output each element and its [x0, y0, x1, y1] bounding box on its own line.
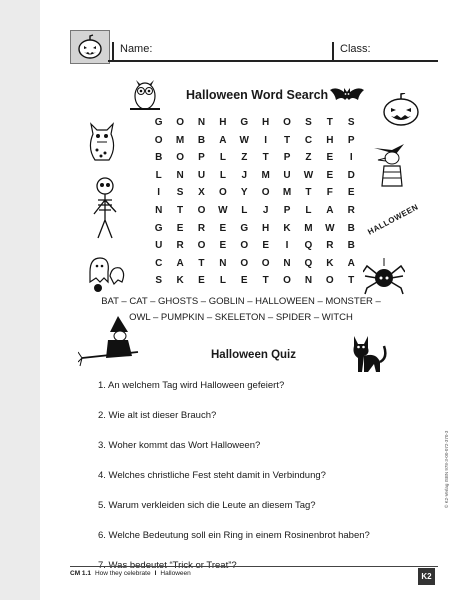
grid-row [148, 167, 362, 185]
k2-logo: K2 [418, 568, 435, 585]
grid-letter: E [176, 222, 184, 234]
halloween-sign-text: HALLOWEEN [366, 202, 420, 237]
grid-letter: J [262, 204, 269, 216]
grid-letter: N [304, 275, 313, 287]
quiz-question-1: 1. An welchem Tag wird Halloween gefeiert? [98, 380, 285, 391]
grid-letter: L [219, 152, 226, 164]
grid-letter: L [219, 275, 226, 287]
grid-row [148, 114, 362, 132]
grid-letter: S [305, 117, 312, 128]
grid-letter: O [176, 117, 184, 128]
grid-letter: O [261, 257, 270, 269]
grid-letter: Y [240, 187, 248, 199]
grid-letter: Q [304, 240, 313, 252]
grid-letter: P [283, 204, 291, 216]
grid-row [148, 272, 362, 290]
worksheet-header [70, 30, 438, 64]
grid-letter: T [262, 275, 269, 287]
grid-letter: P [283, 152, 291, 164]
grid-letter: A [219, 134, 227, 146]
grid-letter: N [155, 204, 163, 216]
grid-letter: T [262, 152, 269, 164]
pumpkin-icon [382, 93, 420, 127]
grid-letter: R [326, 240, 334, 252]
class-label: Class: [340, 43, 371, 55]
grid-letter: O [240, 257, 249, 269]
grid-letter: T [348, 275, 355, 287]
grid-letter: E [240, 275, 248, 287]
grid-letter: E [326, 152, 334, 164]
grid-row [148, 149, 362, 167]
grid-letter: W [303, 169, 314, 181]
grid-letter: K [283, 222, 291, 234]
grid-letter: S [347, 117, 355, 128]
word-search-title: Halloween Word Search [186, 88, 329, 102]
grid-letter: H [219, 117, 227, 128]
grid-letter: Z [241, 152, 248, 164]
quiz-question-6: 6. Welche Bedeutung soll ein Ring in einem Rosinenbrot haben? [98, 530, 370, 541]
grid-letter: O [197, 240, 206, 252]
grid-letter: E [262, 240, 269, 252]
grid-letter: L [155, 169, 162, 181]
grid-letter: J [241, 169, 248, 181]
grid-letter: I [285, 240, 289, 252]
quiz-title: Halloween Quiz [211, 349, 296, 361]
grid-letter: O [261, 187, 270, 199]
pumpkin-header-icon [70, 30, 110, 64]
page-footer [70, 570, 191, 577]
grid-letter: H [262, 222, 270, 234]
grid-letter: T [326, 117, 333, 128]
grid-letter: W [218, 204, 228, 216]
grid-letter: G [240, 222, 249, 234]
grid-letter: N [176, 169, 184, 181]
grid-letter: L [305, 204, 312, 216]
grid-letter: T [198, 257, 205, 269]
grid-row [148, 184, 362, 202]
grid-letter: P [347, 134, 355, 146]
grid-letter: C [304, 134, 313, 146]
footer-section: How they celebrate [94, 570, 151, 577]
grid-letter: W [325, 222, 335, 234]
grid-letter: I [264, 134, 268, 146]
grid-letter: K [176, 275, 184, 287]
grid-letter: H [262, 117, 270, 128]
grid-letter: X [198, 187, 205, 199]
grid-letter: G [154, 117, 163, 128]
grid-letter: N [197, 117, 206, 128]
grid-letter: A [347, 257, 355, 269]
grid-letter: E [347, 187, 355, 199]
grid-letter: S [176, 187, 184, 199]
grid-letter: N [219, 257, 227, 269]
grid-row [148, 202, 362, 220]
grid-letter: O [197, 204, 206, 216]
grid-letter: B [347, 222, 355, 234]
witch-head-icon [372, 138, 406, 190]
grid-letter: O [240, 240, 249, 252]
name-label: Name: [120, 43, 153, 55]
grid-letter: S [155, 275, 163, 287]
grid-letter: T [305, 187, 312, 199]
grid-letter: L [219, 169, 226, 181]
grid-letter: U [197, 169, 206, 181]
grid-letter: G [154, 222, 163, 234]
grid-letter: M [282, 187, 292, 199]
grid-row [148, 220, 362, 238]
copyright-note: © K2-Verlag ISBN 978-3-00-072-370-3 [444, 430, 449, 508]
grid-letter: M [261, 169, 270, 181]
footer-rule [70, 566, 438, 567]
grid-letter: A [326, 204, 334, 216]
grid-letter: M [175, 134, 185, 146]
grid-letter: E [219, 240, 227, 252]
grid-letter: R [347, 204, 355, 216]
grid-letter: H [326, 134, 334, 146]
grid-letter: E [326, 169, 334, 181]
grid-row [148, 237, 362, 255]
goblin-icon [83, 118, 121, 164]
grid-letter: E [219, 222, 227, 234]
grid-letter: E [198, 275, 205, 287]
grid-letter: B [155, 152, 163, 164]
grid-letter: G [240, 117, 249, 128]
grid-letter: F [326, 187, 333, 199]
name-field-divider [112, 42, 114, 60]
grid-letter: D [347, 169, 355, 181]
grid-letter: O [176, 152, 184, 164]
grid-letter: B [347, 240, 355, 252]
grid-letter: O [154, 134, 163, 146]
grid-letter: T [177, 204, 184, 216]
grid-letter: R [176, 240, 184, 252]
grid-letter: O [325, 275, 334, 287]
grid-letter: U [155, 240, 163, 252]
grid-letter: W [239, 134, 249, 146]
grid-letter: O [283, 275, 291, 287]
grid-letter: R [197, 222, 206, 234]
ghosts-icon [86, 252, 128, 294]
spider-icon [363, 258, 405, 298]
footer-separator: I [154, 570, 157, 577]
grid-letter: B [197, 134, 206, 146]
grid-letter: Z [305, 152, 312, 164]
quiz-question-4: 4. Welches christliche Fest steht damit in Verbindung? [98, 470, 326, 481]
grid-row [148, 255, 362, 273]
grid-letter: A [176, 257, 184, 269]
quiz-question-2: 2. Wie alt ist dieser Brauch? [98, 410, 217, 421]
skeleton-icon [88, 176, 122, 246]
class-field-divider [332, 42, 334, 60]
footer-code: CM 1.1 [70, 570, 91, 577]
footer-topic: Halloween [160, 570, 191, 577]
grid-letter: U [283, 169, 291, 181]
quiz-question-5: 5. Warum verkleiden sich die Leute an diesem Tag? [98, 500, 316, 511]
grid-letter: Q [304, 257, 313, 269]
grid-letter: K [326, 257, 334, 269]
grid-letter: P [198, 152, 205, 164]
grid-letter: M [304, 222, 313, 234]
grid-letter: L [241, 204, 248, 216]
word-list-line: BAT – CAT – GHOSTS – GOBLIN – HALLOWEEN – MONSTER – [101, 296, 381, 307]
black-cat-icon [348, 332, 390, 376]
word-list [80, 294, 402, 326]
grid-letter: I [349, 152, 353, 164]
grid-letter: T [283, 134, 291, 146]
grid-row [148, 132, 362, 150]
owl-icon [128, 74, 162, 112]
word-search-grid [148, 114, 362, 290]
grid-letter: C [155, 257, 163, 269]
page-side-strip [0, 0, 40, 600]
grid-letter: O [218, 187, 227, 199]
word-list-line: OWL – PUMPKIN – SKELETON – SPIDER – WITCH [129, 312, 353, 323]
grid-letter: I [157, 187, 161, 199]
quiz-question-3: 3. Woher kommt das Wort Halloween? [98, 440, 261, 451]
bat-icon [328, 84, 366, 110]
header-rule [108, 60, 438, 62]
grid-letter: O [283, 117, 291, 128]
grid-letter: N [283, 257, 291, 269]
